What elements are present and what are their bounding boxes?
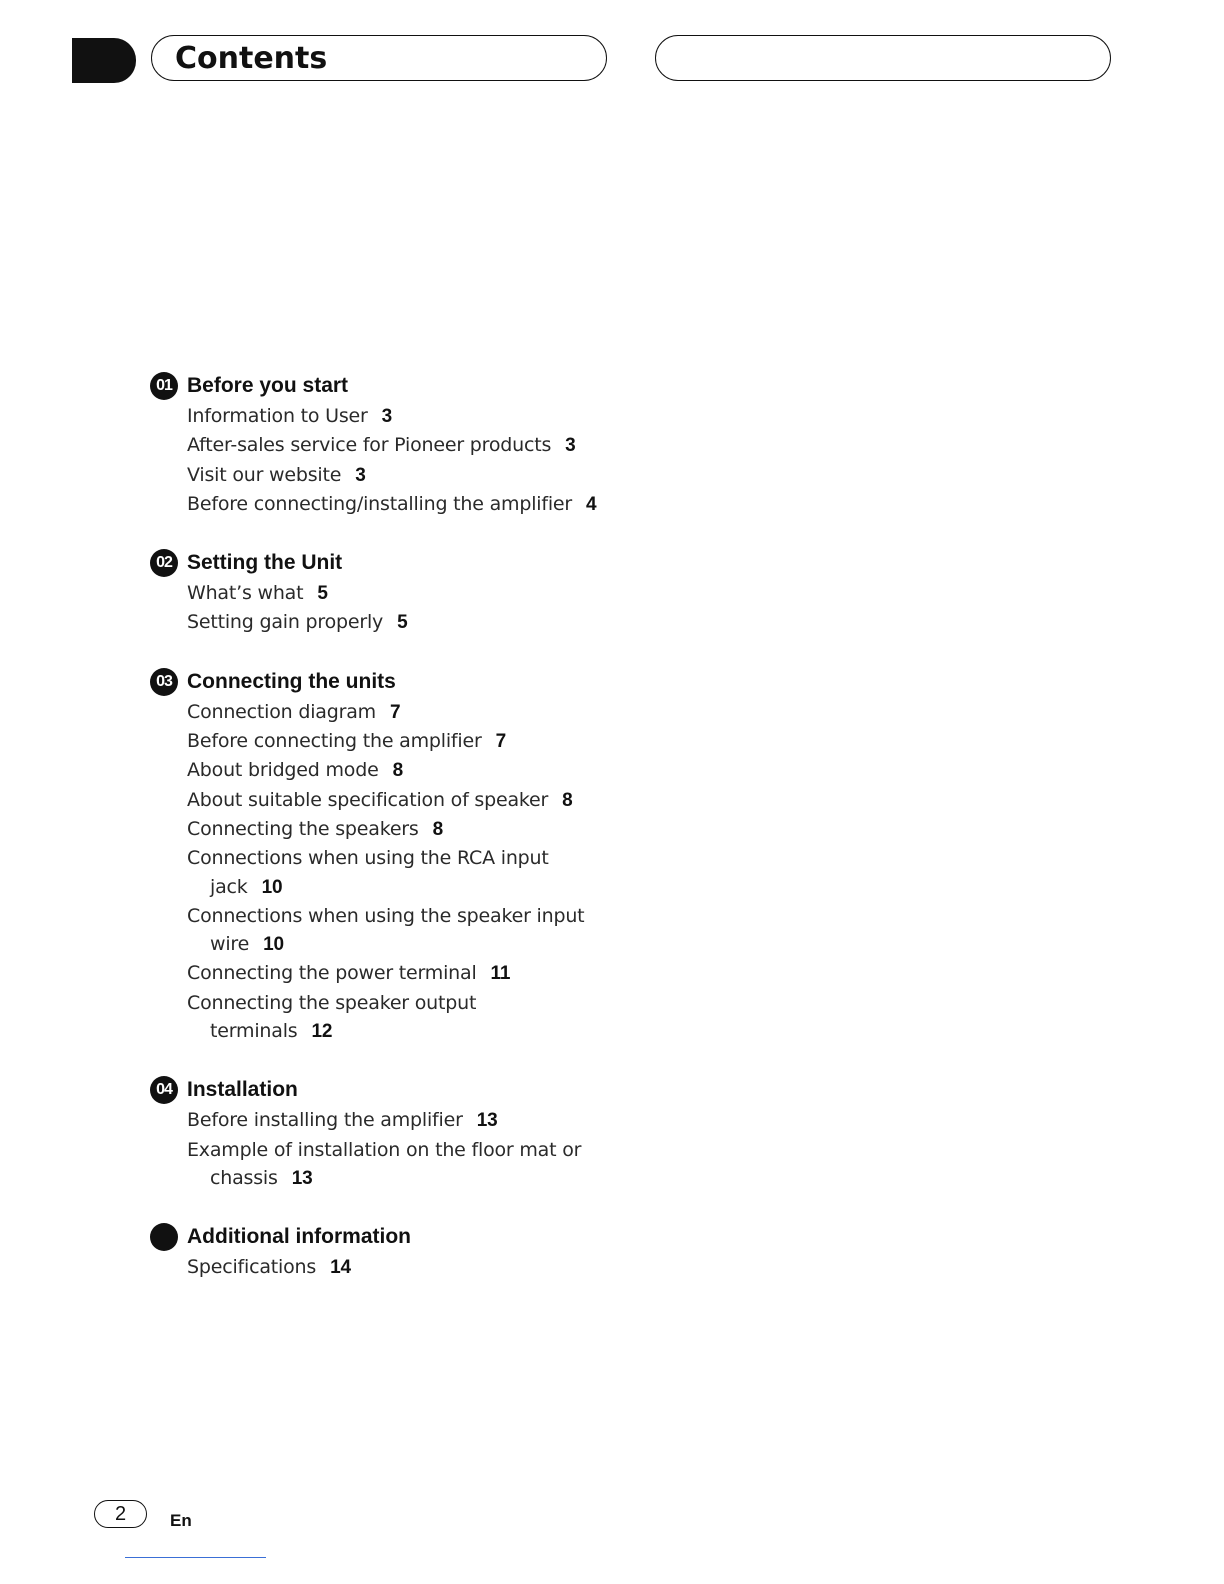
toc-entry-text: Before installing the amplifier xyxy=(187,1109,463,1132)
toc-entry-text: Connecting the power terminal xyxy=(187,962,477,985)
toc-entry-text: About suitable specification of speaker xyxy=(187,788,549,811)
section-heading xyxy=(150,547,750,579)
toc-page-number: 7 xyxy=(495,731,506,753)
toc-page-number: 12 xyxy=(311,1021,333,1043)
toc-entry-text: Connection diagram xyxy=(187,700,376,723)
toc-entry-text: Connections when using the speaker input xyxy=(187,904,585,927)
toc-page-number: 10 xyxy=(261,876,283,898)
toc-page-number: 13 xyxy=(476,1110,498,1132)
toc-entry xyxy=(187,1106,750,1135)
toc-entry-line xyxy=(187,727,750,756)
chapter-number-badge: 04 xyxy=(150,1076,178,1104)
section-entries xyxy=(187,1106,750,1193)
toc-entry-line xyxy=(187,1017,750,1046)
section-entries xyxy=(187,698,750,1047)
section-heading xyxy=(150,370,750,402)
section-title: Setting the Unit xyxy=(187,551,343,575)
toc-entry-line xyxy=(187,1106,750,1135)
toc-entry-text: Information to User xyxy=(187,405,368,427)
chapter-number-badge: 03 xyxy=(150,668,178,696)
toc-entry-text: wire xyxy=(210,933,250,956)
toc-entry-line xyxy=(187,608,750,637)
toc-entry xyxy=(187,608,750,637)
toc-entry-line xyxy=(187,873,750,902)
section-heading xyxy=(150,666,750,698)
toc-entry-text: About bridged mode xyxy=(187,759,379,782)
toc-page-number: 7 xyxy=(389,701,401,723)
toc-entry-line xyxy=(187,1253,750,1282)
toc-entry xyxy=(187,727,750,756)
toc-page-number: 3 xyxy=(381,406,393,427)
toc-entry-line xyxy=(187,786,750,815)
page-number: 2 xyxy=(94,1500,147,1528)
language-label: En xyxy=(170,1511,192,1530)
toc-page-number: 13 xyxy=(291,1167,313,1189)
toc-section xyxy=(150,547,750,638)
section-title: Before you start xyxy=(187,374,349,397)
toc-page-number: 14 xyxy=(330,1257,351,1279)
toc-entry xyxy=(187,1136,750,1194)
chapter-number-badge: 02 xyxy=(150,549,178,577)
section-entries xyxy=(187,402,750,519)
toc-entry-text: After-sales service for Pioneer products xyxy=(187,434,552,457)
toc-entry-text: terminals xyxy=(210,1020,298,1043)
toc-entry-line xyxy=(187,1164,750,1193)
page-title: Contents xyxy=(175,41,328,76)
toc-entry xyxy=(187,815,750,844)
section-entries xyxy=(187,579,750,638)
toc-entry-text: Example of installation on the floor mat or xyxy=(187,1138,582,1161)
toc-entry-text: Setting gain properly xyxy=(187,611,384,634)
toc-entry-line xyxy=(187,1136,750,1164)
toc-entry-text: Connections when using the RCA input xyxy=(187,847,549,870)
toc-entry-line xyxy=(187,989,750,1017)
toc-entry-text: Connecting the speakers xyxy=(187,817,419,840)
toc-entry xyxy=(187,579,750,608)
toc-entry-text: Before connecting the amplifier xyxy=(187,730,482,753)
toc-page-number: 4 xyxy=(586,493,597,515)
toc-entry-line xyxy=(187,698,750,727)
toc-entry-line xyxy=(187,490,750,519)
toc-entry-line xyxy=(187,930,750,959)
toc-entry xyxy=(187,402,750,431)
toc-page-number: 10 xyxy=(263,934,284,956)
chapter-number-badge: 01 xyxy=(150,372,178,400)
toc-entry-text: What’s what xyxy=(187,582,304,605)
toc-entry-text: Connecting the speaker output xyxy=(187,991,477,1014)
toc-entry-line xyxy=(187,579,750,608)
toc-entry-line xyxy=(187,431,750,460)
secondary-title-frame xyxy=(655,35,1111,81)
toc-entry-text: chassis xyxy=(210,1166,278,1189)
toc-page-number: 8 xyxy=(392,760,403,782)
toc-section xyxy=(150,1074,750,1193)
toc-entry xyxy=(187,844,750,902)
toc-page-number: 8 xyxy=(432,818,443,840)
toc-entry-text: Before connecting/installing the amplifier xyxy=(187,492,573,515)
section-title: Additional information xyxy=(187,1225,411,1249)
section-entries xyxy=(187,1253,750,1282)
toc-page-number: 11 xyxy=(490,963,511,985)
toc-page-number: 5 xyxy=(397,612,408,634)
toc-entry-text: jack xyxy=(210,875,248,898)
toc-entry xyxy=(187,959,750,988)
toc-section xyxy=(150,1221,750,1282)
toc-entry-line xyxy=(187,815,750,844)
toc-page-number: 3 xyxy=(355,464,366,486)
section-title: Connecting the units xyxy=(187,669,396,693)
toc-entry xyxy=(187,431,750,460)
section-title: Installation xyxy=(187,1078,298,1102)
toc-entry xyxy=(187,756,750,785)
section-tab-marker xyxy=(72,38,136,83)
chapter-number-badge xyxy=(150,1223,178,1251)
toc-entry-text: Visit our website xyxy=(187,463,342,486)
toc-entry xyxy=(187,461,750,490)
toc-entry xyxy=(187,902,750,960)
toc-entry xyxy=(187,989,750,1047)
table-of-contents xyxy=(150,370,750,1311)
toc-page-number: 5 xyxy=(317,583,328,605)
toc-entry-line xyxy=(187,756,750,785)
section-heading xyxy=(150,1074,750,1106)
toc-entry-line xyxy=(187,402,750,431)
toc-entry-text: Specifications xyxy=(187,1256,317,1279)
section-heading xyxy=(150,1221,750,1253)
toc-entry-line xyxy=(187,902,750,930)
toc-entry-line xyxy=(187,959,750,988)
toc-entry xyxy=(187,786,750,815)
toc-section xyxy=(150,370,750,519)
footer-rule xyxy=(125,1557,266,1558)
toc-entry-line xyxy=(187,461,750,490)
toc-entry xyxy=(187,490,750,519)
toc-page-number: 3 xyxy=(565,435,576,457)
toc-section xyxy=(150,666,750,1047)
toc-page-number: 8 xyxy=(562,789,573,811)
toc-entry xyxy=(187,1253,750,1282)
toc-entry-line xyxy=(187,844,750,872)
toc-entry xyxy=(187,698,750,727)
